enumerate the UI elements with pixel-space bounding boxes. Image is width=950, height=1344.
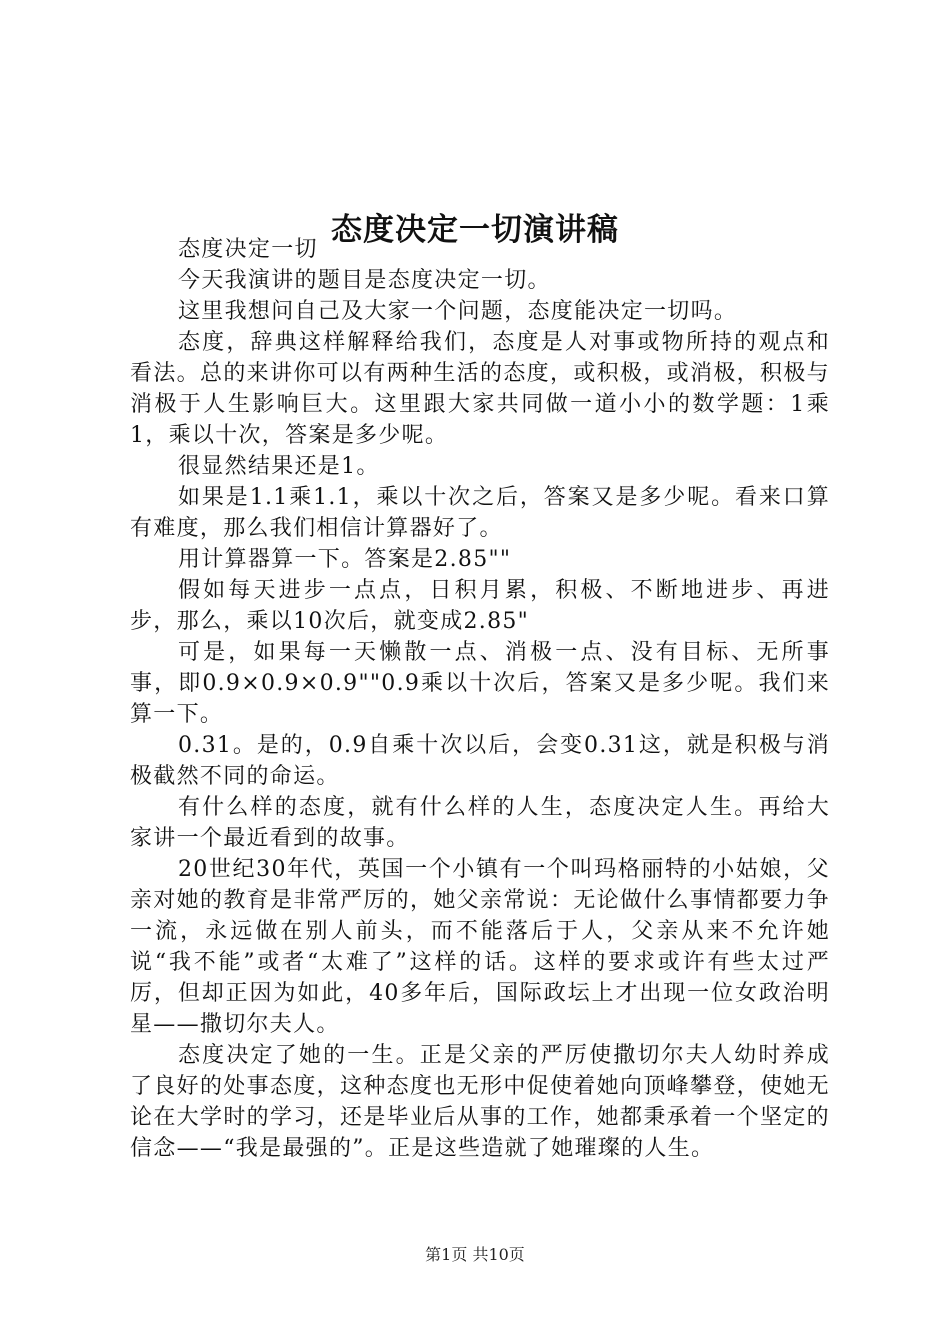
document-body <box>130 234 830 1164</box>
page-footer <box>0 1243 950 1267</box>
paragraph-13: 态度决定了她的一生。正是父亲的严厉使撒切尔夫人幼时养成了良好的处事态度，这种态度也无形中促使着她向顶峰攀登，使她无论在大学时的学习，还是毕业后从事的工作，她都秉承着一个坚定的信念——“我是最强的”。正是这些造就了她璀璨的人生。 <box>130 1043 830 1161</box>
paragraph-7: 用计算器算一下。答案是2.85"" <box>178 547 512 572</box>
paragraph-10: 0.31。是的，0.9自乘十次以后，会变0.31这，就是积极与消极截然不同的命运。 <box>130 733 830 789</box>
paragraph-11: 有什么样的态度，就有什么样的人生，态度决定人生。再给大家讲一个最近看到的故事。 <box>130 795 830 851</box>
page-number-label: 第1页 共10页 <box>425 1245 525 1264</box>
paragraph-3: 这里我想问自己及大家一个问题，态度能决定一切吗。 <box>178 299 738 324</box>
paragraph-12: 20世纪30年代，英国一个小镇有一个叫玛格丽特的小姑娘，父亲对她的教育是非常严厉的，她父亲常说：无论做什么事情都要力争一流，永远做在别人前头，而不能落后于人，父亲从来不允许她说“我不能”或者“太难了”这样的话。这样的要求或许有些太过严厉，但却正因为如此，40多年后，国际政坛上才出现一位女政治明星——撒切尔夫人。 <box>130 857 830 1037</box>
document-title: 态度决定一切演讲稿 <box>331 211 619 248</box>
paragraph-6: 如果是1.1乘1.1，乘以十次之后，答案又是多少呢。看来口算有难度，那么我们相信计算器好了。 <box>130 485 830 541</box>
paragraph-2: 今天我演讲的题目是态度决定一切。 <box>178 268 551 293</box>
paragraph-9: 可是，如果每一天懒散一点、消极一点、没有目标、无所事事，即0.9×0.9×0.9""0.9乘以十次后，答案又是多少呢。我们来算一下。 <box>130 640 830 727</box>
paragraph-8: 假如每天进步一点点，日积月累，积极、不断地进步、再进步，那么，乘以10次后，就变成2.85" <box>130 578 830 634</box>
paragraph-5: 很显然结果还是1。 <box>178 454 380 479</box>
paragraph-4: 态度，辞典这样解释给我们，态度是人对事或物所持的观点和看法。总的来讲你可以有两种生活的态度，或积极，或消极，积极与消极于人生影响巨大。这里跟大家共同做一道小小的数学题：1乘1，乘以十次，答案是多少呢。 <box>130 330 830 448</box>
paragraph-1: 态度决定一切 <box>178 237 318 262</box>
